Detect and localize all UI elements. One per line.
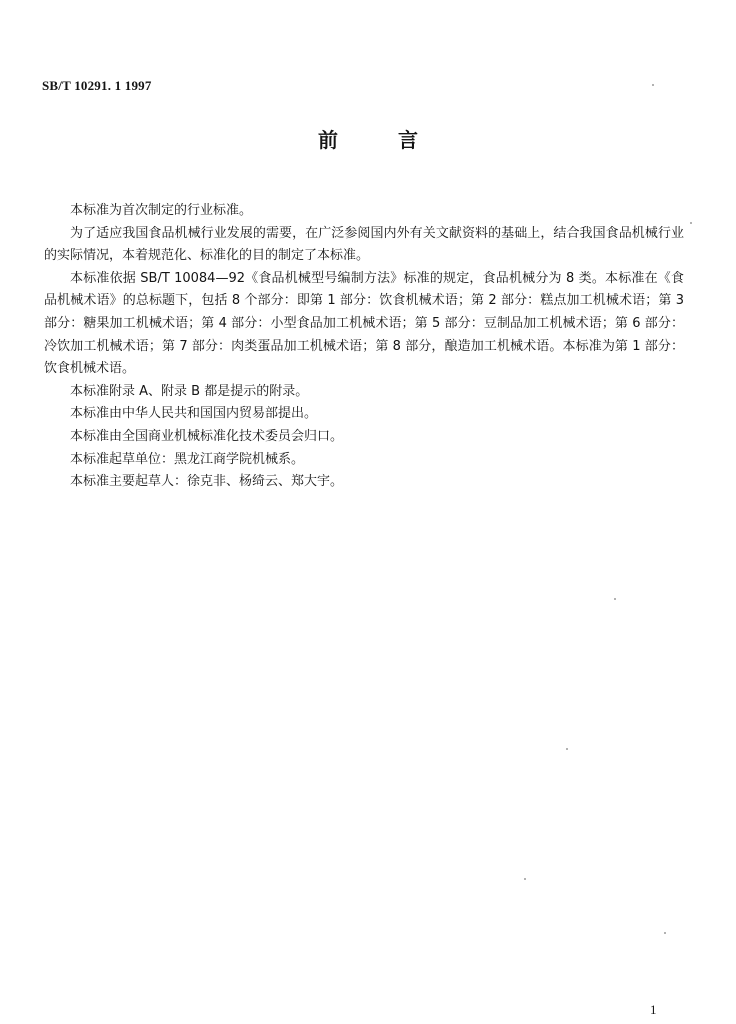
scan-speck	[690, 222, 692, 224]
paragraph-committee: 本标准由全国商业机械标准化技术委员会归口。	[70, 428, 344, 444]
scan-speck	[664, 932, 666, 934]
scan-speck	[614, 598, 616, 600]
standard-code: SB/T 10291. 1 1997	[42, 78, 152, 93]
paragraph-drafters: 本标准主要起草人：徐克非、杨绮云、郑大宇。	[70, 474, 344, 490]
paragraph-classification: 本标准依据 SB/T 10084—92《食品机械型号编制方法》标准的规定，食品机械分为 8 类。本标准在《食品机械术语》的总标题下，包括 8 个部分：即第 1 部分：饮食机械术语；第 2 部分：糕点加工机械术语；第 3 部分：糖果加工机械术语；第 4 部分：小型食品加工机械术语；第 5 部分：豆制品加工机械术语；第 6 部分：冷饮加工机械术语；第 7 部分：肉类蛋品加工机械术语；第 8 部分，酿造加工机械术语。本标准为第 1 部分：饮食机械术语。	[44, 270, 684, 377]
paragraph-appendix: 本标准附录 A、附录 B 都是提示的附录。	[70, 383, 309, 399]
page-title: 前言	[318, 128, 478, 152]
scan-speck	[566, 748, 568, 750]
paragraph-proposer: 本标准由中华人民共和国国内贸易部提出。	[70, 406, 318, 422]
paragraph-drafting-unit: 本标准起草单位：黑龙江商学院机械系。	[70, 451, 305, 467]
document-body	[44, 200, 684, 494]
page-number: 1	[650, 1002, 657, 1017]
scan-speck	[524, 878, 526, 880]
paragraph-purpose: 为了适应我国食品机械行业发展的需要，在广泛参阅国内外有关文献资料的基础上，结合我国食品机械行业的实际情况，本着规范化、标准化的目的制定了本标准。	[44, 225, 684, 264]
paragraph-first-standard: 本标准为首次制定的行业标准。	[70, 203, 253, 218]
scan-speck	[652, 84, 654, 86]
